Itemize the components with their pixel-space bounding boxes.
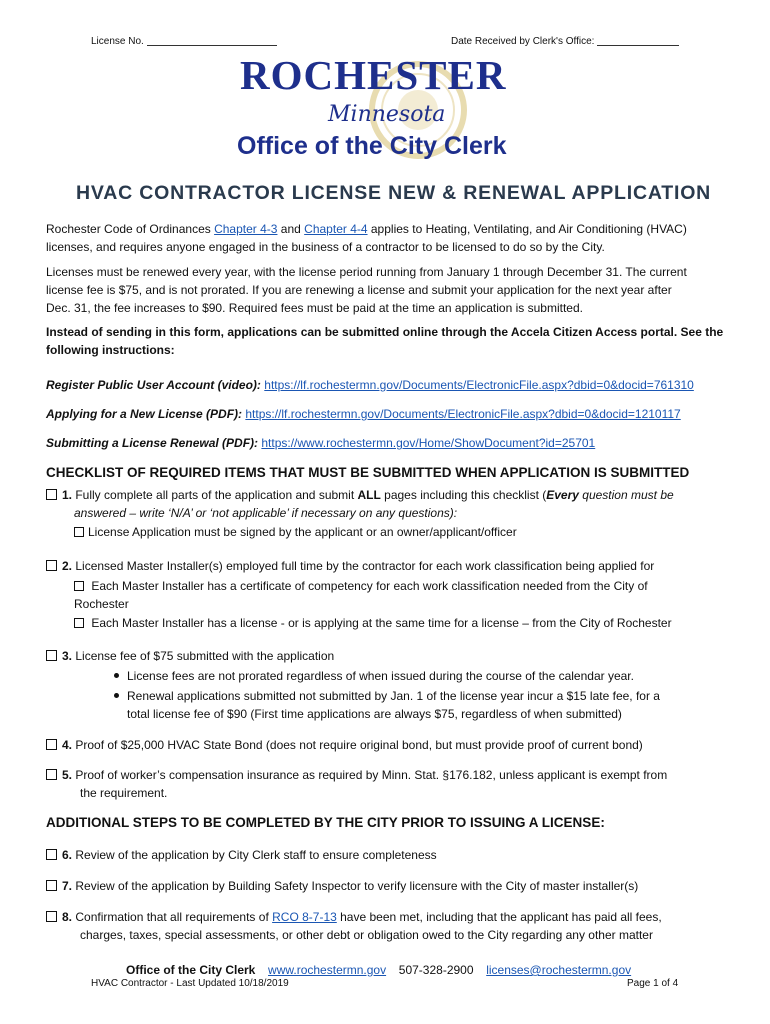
- footer-doc-info: HVAC Contractor - Last Updated 10/18/2019: [91, 978, 289, 989]
- checklist-item-6: 6. Review of the application by City Clerk staff to ensure completeness: [46, 846, 746, 864]
- logo-city-name: ROCHESTER: [240, 52, 507, 98]
- logo-state-name: Minnesota: [328, 102, 446, 127]
- checklist-heading: CHECKLIST OF REQUIRED ITEMS THAT MUST BE SUBMITTED WHEN APPLICATION IS SUBMITTED: [46, 465, 690, 480]
- date-received-field: [451, 34, 679, 47]
- item-1-checkbox[interactable]: [46, 489, 57, 500]
- item-5-checkbox[interactable]: [46, 769, 57, 780]
- footer-page-number: Page 1 of 4: [627, 978, 679, 989]
- city-logo: [236, 52, 536, 167]
- license-no-label: License No.: [91, 36, 144, 47]
- link-new-license: Applying for a New License (PDF): https://lf.rochestermn.gov/Documents/ElectronicFile.aspx?dbid=0&docid=1210117: [46, 407, 681, 421]
- rco-8-7-13-link[interactable]: RCO 8-7-13: [272, 910, 337, 924]
- intro-paragraph-2: Licenses must be renewed every year, with the license period running from January 1 through December 31. The current license fee is $75, and is not prorated. If you are renewing a license and submit your application for the next year after Dec. 31, the fee increases to $90. Required fees must be paid at the time an application is submitted.: [46, 265, 687, 315]
- new-license-url[interactable]: https://lf.rochestermn.gov/Documents/ElectronicFile.aspx?dbid=0&docid=1210117: [245, 407, 681, 421]
- link-renewal: Submitting a License Renewal (PDF): https://www.rochestermn.gov/Home/ShowDocument?id=25701: [46, 436, 596, 450]
- item-7-checkbox[interactable]: [46, 880, 57, 891]
- checklist-item-7: 7. Review of the application by Building Safety Inspector to verify licensure with the City of master installer(s): [46, 877, 746, 895]
- footer-website-link[interactable]: www.rochestermn.gov: [268, 963, 387, 977]
- footer-contact: [126, 961, 631, 979]
- chapter-4-4-link[interactable]: Chapter 4-4: [304, 222, 368, 236]
- checklist-item-5: 5. Proof of worker’s compensation insurance as required by Minn. Stat. §176.182, unless applicant is exempt from the requirement.: [46, 766, 746, 802]
- checklist-item-4: 4. Proof of $25,000 HVAC State Bond (does not require original bond, but must provide proof of current bond): [46, 736, 746, 754]
- renewal-url[interactable]: https://www.rochestermn.gov/Home/ShowDocument?id=25701: [261, 436, 596, 450]
- intro-paragraph-1: Rochester Code of Ordinances Chapter 4-3 and Chapter 4-4 applies to Heating, Ventilating, and Air Conditioning (HVAC) licenses, and requires anyone engaged in the business of a contractor to be licensed to do so by the City.: [46, 222, 687, 254]
- bullet-icon: [114, 673, 119, 678]
- checklist-item-1: 1. Fully complete all parts of the application and submit ALL pages including this checklist (Every question must be answered – write ‘N/A’ or ‘not applicable’ if necessary on any questions): License Application must be signed by the applicant or an owner/applicant/officer: [46, 486, 746, 541]
- license-no-input[interactable]: [147, 34, 277, 46]
- logo-office-name: Office of the City Clerk: [237, 132, 507, 160]
- item-2-sub-1-checkbox[interactable]: [74, 581, 84, 591]
- item-2-checkbox[interactable]: [46, 560, 57, 571]
- additional-steps-heading: ADDITIONAL STEPS TO BE COMPLETED BY THE CITY PRIOR TO ISSUING A LICENSE:: [46, 815, 605, 830]
- item-3-checkbox[interactable]: [46, 650, 57, 661]
- item-4-checkbox[interactable]: [46, 739, 57, 750]
- footer-office: Office of the City Clerk: [126, 963, 256, 977]
- footer-email-link[interactable]: licenses@rochestermn.gov: [486, 963, 632, 977]
- chapter-4-3-link[interactable]: Chapter 4-3: [214, 222, 278, 236]
- footer-phone: 507-328-2900: [398, 963, 474, 977]
- link-register-account: Register Public User Account (video): https://lf.rochestermn.gov/Documents/ElectronicFile.aspx?dbid=0&docid=761310: [46, 378, 694, 392]
- checklist-item-2: 2. Licensed Master Installer(s) employed full time by the contractor for each work classification being applied for Each Master Installer has a certificate of competency for each work classification needed from the City of Rochester Each Master Installer has a license - or is applying at the same time for a license – from the City of Rochester: [46, 557, 746, 632]
- date-received-input[interactable]: [597, 34, 679, 46]
- intro-paragraph-3: Instead of sending in this form, applications can be submitted online through the Accela Citizen Access portal. See the following instructions:: [46, 325, 724, 357]
- item-1-sub-checkbox[interactable]: [74, 527, 84, 537]
- item-2-sub-2-checkbox[interactable]: [74, 618, 84, 628]
- item-6-checkbox[interactable]: [46, 849, 57, 860]
- license-no-field: [91, 34, 277, 47]
- register-account-url[interactable]: https://lf.rochestermn.gov/Documents/ElectronicFile.aspx?dbid=0&docid=761310: [264, 378, 694, 392]
- page-title: HVAC CONTRACTOR LICENSE NEW & RENEWAL APPLICATION: [76, 182, 712, 204]
- checklist-item-3: 3. License fee of $75 submitted with the application License fees are not prorated regardless of when issued during the course of the calendar year. Renewal applications submitted not submitted by Jan. 1 of the license year incur a $15 late fee, for a total license fee of $90 (First time applications are always $75, regardless of when submitted): [46, 647, 746, 723]
- checklist-item-8: 8. Confirmation that all requirements of RCO 8-7-13 have been met, including that the applicant has paid all fees, charges, taxes, special assessments, or other debt or obligation owed to the City regarding any other matter: [46, 908, 746, 944]
- date-received-label: Date Received by Clerk's Office:: [451, 36, 595, 47]
- bullet-icon: [114, 693, 119, 698]
- item-8-checkbox[interactable]: [46, 911, 57, 922]
